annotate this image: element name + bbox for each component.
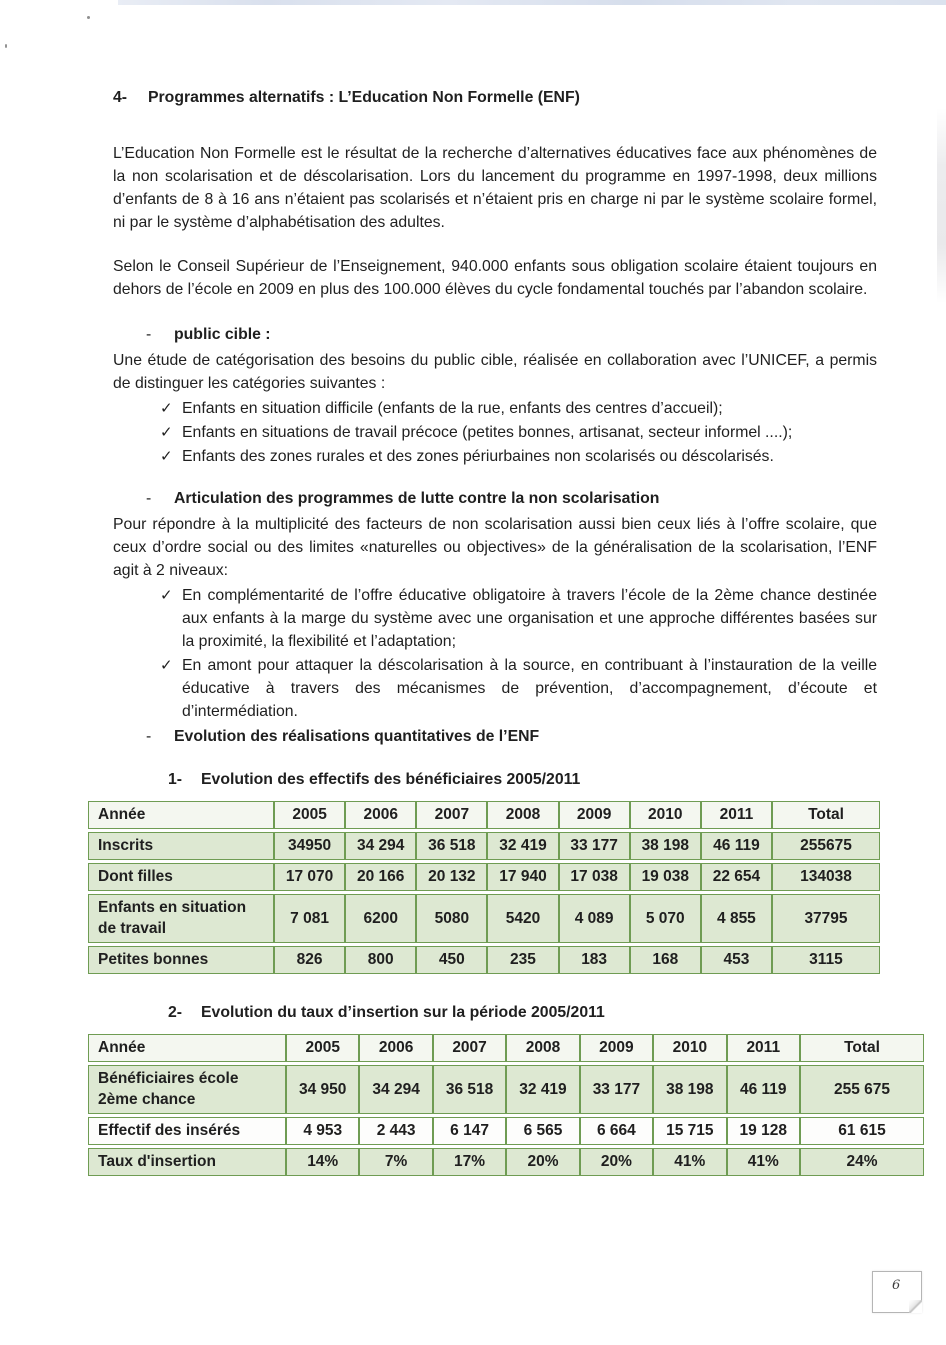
table-cell: 33 177 bbox=[559, 832, 630, 860]
dash-bullet-icon: - bbox=[146, 326, 152, 343]
subheading-label: public cible : bbox=[174, 326, 271, 343]
table-cell: 7 081 bbox=[274, 894, 345, 943]
table-header-row bbox=[88, 801, 880, 829]
list-item-text: En complémentarité de l’offre éducative obligatoire à travers l’école de la 2ème chance destinée aux enfants à la marge du système avec une organisation et une approche différentes basées sur la proximité, la flexibilité et l’adaptation; bbox=[182, 587, 877, 650]
table-row bbox=[88, 946, 880, 974]
subheading-articulation bbox=[146, 487, 877, 510]
column-header: 2010 bbox=[653, 1034, 726, 1062]
table-cell: 6 565 bbox=[506, 1117, 579, 1145]
check-icon: ✓ bbox=[160, 587, 173, 604]
table-cell: 3115 bbox=[772, 946, 880, 974]
column-header: 2009 bbox=[559, 801, 630, 829]
table-cell: 5420 bbox=[487, 894, 558, 943]
table-cell: 6 147 bbox=[433, 1117, 506, 1145]
table-cell: 36 518 bbox=[416, 832, 487, 860]
table-cell: 38 198 bbox=[653, 1065, 726, 1114]
check-icon: ✓ bbox=[160, 400, 173, 417]
list-item bbox=[160, 445, 877, 468]
table-cell: 6 664 bbox=[580, 1117, 653, 1145]
list-item bbox=[160, 397, 877, 420]
table-header-row bbox=[88, 1034, 924, 1062]
column-header: 2007 bbox=[416, 801, 487, 829]
table-cell: 14% bbox=[286, 1148, 359, 1176]
table1-title-text: Evolution des effectifs des bénéficiaires 2005/2011 bbox=[201, 771, 581, 788]
table-cell: 7% bbox=[359, 1148, 432, 1176]
list-item bbox=[160, 584, 877, 653]
section-heading bbox=[113, 86, 877, 109]
check-icon: ✓ bbox=[160, 448, 173, 465]
table-taux-insertion bbox=[88, 1031, 924, 1179]
table-cell: 46 119 bbox=[727, 1065, 800, 1114]
table-cell: 4 089 bbox=[559, 894, 630, 943]
table-cell: 61 615 bbox=[800, 1117, 924, 1145]
column-header: 2011 bbox=[727, 1034, 800, 1062]
table-cell: 32 419 bbox=[487, 832, 558, 860]
scan-artifact-top-strip bbox=[118, 0, 946, 5]
table-cell: 453 bbox=[701, 946, 772, 974]
table-effectifs-beneficiaires bbox=[88, 798, 880, 977]
table-cell: 235 bbox=[487, 946, 558, 974]
section-title: Programmes alternatifs : L’Education Non Formelle (ENF) bbox=[148, 89, 580, 106]
table-cell: 17 940 bbox=[487, 863, 558, 891]
table-row bbox=[88, 832, 880, 860]
column-header: 2007 bbox=[433, 1034, 506, 1062]
table-cell: 17% bbox=[433, 1148, 506, 1176]
table-cell: 41% bbox=[653, 1148, 726, 1176]
paragraph-intro-1: L’Education Non Formelle est le résultat de la recherche d’alternatives éducatives face aux phénomènes de la non scolarisation et de déscolarisation. Lors du lancement du programme en 1997-1998, deux millions d’enfants de 8 à 16 ans n’étaient pas scolarisés et n’étaient pris en charge ni par le système scolaire formel, ni par le système d’alphabétisation des adultes. bbox=[113, 145, 877, 231]
document-content bbox=[98, 86, 891, 1179]
subheading-label: Articulation des programmes de lutte contre la non scolarisation bbox=[174, 490, 660, 507]
table-cell: 34 950 bbox=[286, 1065, 359, 1114]
column-header: Total bbox=[772, 801, 880, 829]
row-label: Enfants en situation de travail bbox=[88, 894, 274, 943]
table2-title-text: Evolution du taux d’insertion sur la période 2005/2011 bbox=[201, 1004, 605, 1021]
scan-artifact-right-strip bbox=[937, 108, 946, 303]
table-cell: 19 128 bbox=[727, 1117, 800, 1145]
section-number: 4- bbox=[113, 89, 128, 106]
column-header: 2010 bbox=[630, 801, 701, 829]
table-cell: 34950 bbox=[274, 832, 345, 860]
list-item bbox=[160, 654, 877, 723]
check-icon: ✓ bbox=[160, 657, 173, 674]
list-item-text: En amont pour attaquer la déscolarisation à la source, en contribuant à l’instauration de la veille éducative à travers des mécanismes de prévention, d’accompagnement, d’écoute et d’intermédiation. bbox=[182, 657, 877, 720]
table-cell: 183 bbox=[559, 946, 630, 974]
row-label: Inscrits bbox=[88, 832, 274, 860]
list-item-text: Enfants en situations de travail précoce (petites bonnes, artisanat, secteur informel ....); bbox=[182, 424, 793, 441]
page-number-badge bbox=[872, 1271, 922, 1313]
table-cell: 5 070 bbox=[630, 894, 701, 943]
column-header: 2006 bbox=[345, 801, 416, 829]
row-label: Effectif des insérés bbox=[88, 1117, 286, 1145]
paragraph-public-cible-lead: Une étude de catégorisation des besoins du public cible, réalisée en collaboration avec l’UNICEF, a permis de distinguer les catégories suivantes : bbox=[113, 352, 877, 392]
column-header: Total bbox=[800, 1034, 924, 1062]
column-header: 2008 bbox=[487, 801, 558, 829]
subheading-public-cible bbox=[146, 323, 877, 346]
paragraph-articulation-lead: Pour répondre à la multiplicité des facteurs de non scolarisation aussi bien ceux liés à l’offre scolaire, que ceux d’ordre social ou des limites «naturelles ou objectives» de la généralisation de la scolarisation, l’ENF agit à 2 niveaux: bbox=[113, 516, 877, 579]
check-icon: ✓ bbox=[160, 424, 173, 441]
table-cell: 20 132 bbox=[416, 863, 487, 891]
column-header: 2008 bbox=[506, 1034, 579, 1062]
table-row bbox=[88, 863, 880, 891]
table-cell: 32 419 bbox=[506, 1065, 579, 1114]
table-cell: 20% bbox=[580, 1148, 653, 1176]
column-header: 2009 bbox=[580, 1034, 653, 1062]
scan-speck bbox=[87, 16, 90, 19]
table-cell: 24% bbox=[800, 1148, 924, 1176]
table-cell: 4 855 bbox=[701, 894, 772, 943]
table-row bbox=[88, 1117, 924, 1145]
table-cell: 46 119 bbox=[701, 832, 772, 860]
list-item bbox=[160, 421, 877, 444]
table-cell: 41% bbox=[727, 1148, 800, 1176]
table2-title bbox=[168, 1001, 877, 1024]
dash-bullet-icon: - bbox=[146, 728, 152, 745]
table-cell: 800 bbox=[345, 946, 416, 974]
table1-title bbox=[168, 768, 877, 791]
table-cell: 34 294 bbox=[359, 1065, 432, 1114]
column-header: 2005 bbox=[286, 1034, 359, 1062]
table-cell: 168 bbox=[630, 946, 701, 974]
table-cell: 20 166 bbox=[345, 863, 416, 891]
scan-speck bbox=[5, 44, 7, 48]
table-cell: 19 038 bbox=[630, 863, 701, 891]
checklist-articulation bbox=[160, 584, 877, 723]
column-header: 2011 bbox=[701, 801, 772, 829]
table-cell: 4 953 bbox=[286, 1117, 359, 1145]
table-cell: 36 518 bbox=[433, 1065, 506, 1114]
table-cell: 34 294 bbox=[345, 832, 416, 860]
table-cell: 134038 bbox=[772, 863, 880, 891]
list-item-text: Enfants des zones rurales et des zones périurbaines non scolarisés ou déscolarisés. bbox=[182, 448, 774, 465]
table-cell: 255 675 bbox=[800, 1065, 924, 1114]
table-cell: 33 177 bbox=[580, 1065, 653, 1114]
table-cell: 2 443 bbox=[359, 1117, 432, 1145]
list-item-text: Enfants en situation difficile (enfants de la rue, enfants des centres d’accueil); bbox=[182, 400, 723, 417]
row-label: Dont filles bbox=[88, 863, 274, 891]
column-header: Année bbox=[88, 801, 274, 829]
table-cell: 6200 bbox=[345, 894, 416, 943]
table-cell: 826 bbox=[274, 946, 345, 974]
column-header: Année bbox=[88, 1034, 286, 1062]
table-cell: 17 070 bbox=[274, 863, 345, 891]
table-cell: 255675 bbox=[772, 832, 880, 860]
table-cell: 22 654 bbox=[701, 863, 772, 891]
checklist-public-cible bbox=[160, 397, 877, 468]
table2-number: 2- bbox=[168, 1004, 183, 1021]
table-cell: 15 715 bbox=[653, 1117, 726, 1145]
row-label: Taux d'insertion bbox=[88, 1148, 286, 1176]
subheading-evolution bbox=[146, 725, 877, 748]
table-row bbox=[88, 1065, 924, 1114]
table-cell: 5080 bbox=[416, 894, 487, 943]
table1-number: 1- bbox=[168, 771, 183, 788]
paragraph-intro-2: Selon le Conseil Supérieur de l’Enseignement, 940.000 enfants sous obligation scolaire étaient toujours en dehors de l’école en 2009 en plus des 100.000 élèves du cycle fondamental touchés par l’abandon scolaire. bbox=[113, 258, 877, 298]
table-cell: 450 bbox=[416, 946, 487, 974]
table-row bbox=[88, 894, 880, 943]
column-header: 2005 bbox=[274, 801, 345, 829]
subheading-label: Evolution des réalisations quantitatives de l’ENF bbox=[174, 728, 540, 745]
row-label: Petites bonnes bbox=[88, 946, 274, 974]
table-cell: 17 038 bbox=[559, 863, 630, 891]
dash-bullet-icon: - bbox=[146, 490, 152, 507]
row-label: Bénéficiaires école 2ème chance bbox=[88, 1065, 286, 1114]
page-corner-fold-icon bbox=[909, 1300, 922, 1313]
table-cell: 37795 bbox=[772, 894, 880, 943]
table-row bbox=[88, 1148, 924, 1176]
page-number: 6 bbox=[892, 1278, 901, 1293]
table-cell: 20% bbox=[506, 1148, 579, 1176]
column-header: 2006 bbox=[359, 1034, 432, 1062]
table-cell: 38 198 bbox=[630, 832, 701, 860]
